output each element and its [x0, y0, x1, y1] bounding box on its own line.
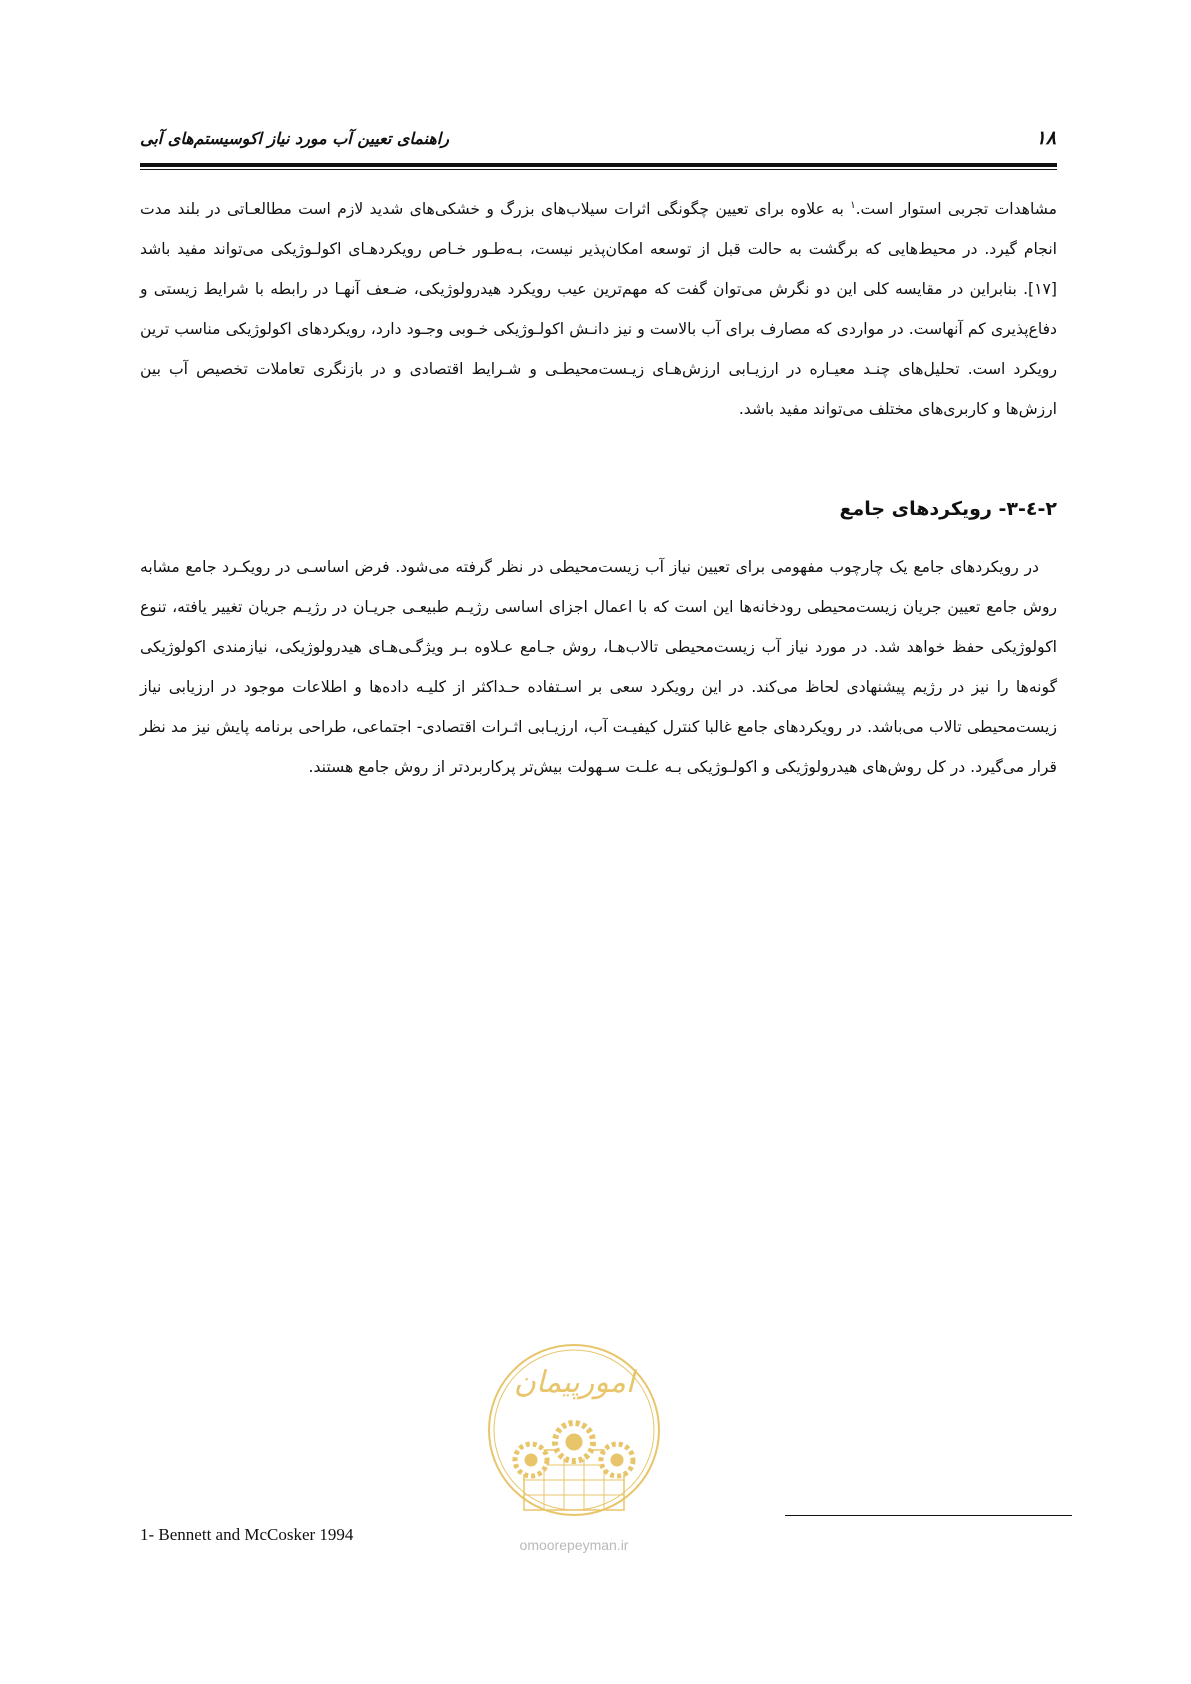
header-rule-thin — [140, 169, 1057, 170]
body-paragraph-2: در رویکردهای جامع یک چارچوب مفهومی برای تعیین نیاز آب زیست‌محیطی در نظر گرفته می‌شود. فرض اساسـی در رویکـرد جامع مشابه روش جامع تعیین جریان زیست‌محیطی رودخانه‌ها این است که با اعمال اجزای اساسی رژیـم طبیعـی جریـان در رژیـم جریان تغییر یافته، تنوع اکولوژیکی حفظ خواهد شد. در مورد نیاز آب زیست‌محیطی تالاب‌هـا، روش جـامع عـلاوه بـر ویژگـی‌هـای هیدرولوژیکی، نیازمندی اکولوژیکی گونه‌ها را نیز در رژیم پیشنهادی لحاظ می‌کند. در این رویکرد سعی بر اسـتفاده حـداکثر از کلیـه داده‌ها و اطلاعات موجود در ارزیابی نیاز زیست‌محیطی تالاب می‌باشد. در رویکردهای جامع غالبا کنترل کیفیـت آب، ارزیـابی اثـرات اقتصادی- اجتماعی، طراحی برنامه پایش نیز مد نظر قرار می‌گیرد. در کل روش‌های هیدرولوژیکی و اکولـوژیکی بـه علـت سـهولت بیش‌تر پرکاربردتر از روش جامع هستند. — [140, 558, 1057, 776]
footnote-rule — [785, 1515, 1072, 1516]
page-header — [140, 127, 1056, 155]
header-rule-thick — [140, 163, 1057, 167]
running-title: راهنمای تعیین آب مورد نیاز اکوسیستم‌های آبی — [140, 129, 449, 148]
logo-lettering: امورپیمان — [513, 1365, 635, 1400]
paragraph-1-start: مشاهدات تجربی استوار است. — [855, 200, 1058, 219]
body-paragraph-1 — [140, 186, 1057, 429]
page-number: ۱۸ — [1035, 127, 1056, 149]
watermark-logo — [486, 1330, 662, 1540]
footnote-mark: ۱ — [850, 200, 856, 211]
footnote: 1- Bennett and McCosker 1994 — [140, 1525, 354, 1544]
watermark-url: omoorepeyman.ir — [519, 1537, 629, 1553]
paragraph-1-rest: به علاوه برای تعیین چگونگی اثرات سیلاب‌های بزرگ و خشکی‌های شدید لازم است مطالعـاتی در بلند مدت انجام گیرد. در محیط‌هایی که برگشت به حالت قبل از توسعه امکان‌پذیر نیست، بـه‌طـور خـاص رویکردهـای اکولـوژیکی می‌تواند مفید باشد [۱۷]. بنابراین در مقایسه کلی این دو نگرش می‌توان گفت که مهم‌ترین عیب رویکرد هیدرولوژیکی، ضـعف آنهـا در رابطه با شرایط زیستی و دفاع‌پذیری کم آنهاست. در مواردی که مصارف برای آب بالاست و نیز دانـش اکولـوژیکی خـوبی وجـود دارد، رویکردهای اکولوژیکی مناسب ترین رویکرد است. تحلیل‌های چنـد معیـاره در ارزیـابی ارزش‌هـای زیـست‌محیطـی و شـرایط اقتصادی و در بازنگری تعاملات تخصیص آب بین ارزش‌ها و کاربری‌های مختلف می‌تواند مفید باشد. — [140, 200, 1057, 419]
section-heading: ۲-٤-۳- رویکردهای جامع — [839, 498, 1057, 520]
